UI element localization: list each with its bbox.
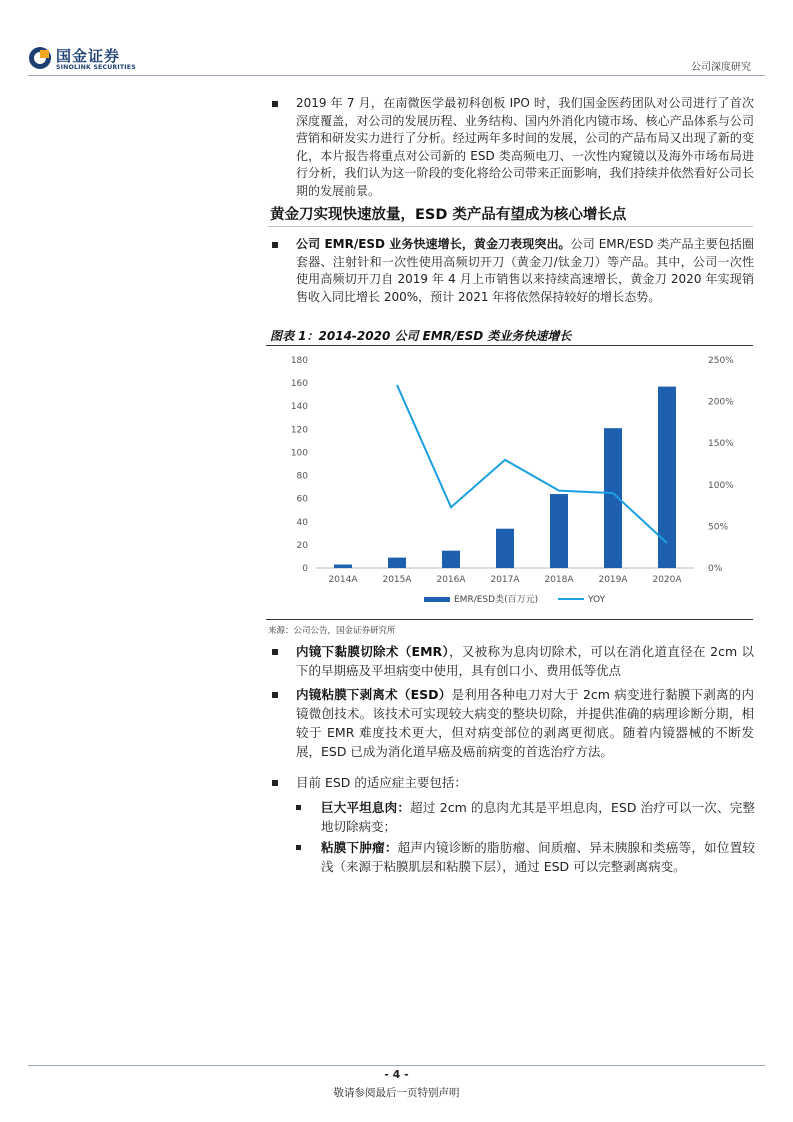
bar [658,387,676,568]
left-axis-tick-label: 180 [290,356,308,366]
left-axis-tick-label: 140 [290,402,308,413]
footer-disclaimer: 敬请参阅最后一页特别声明 [333,1087,460,1099]
x-axis-tick-label: 2019A [598,575,628,585]
sub-bullet-icon [296,845,301,850]
bullet-icon [272,692,278,698]
yoy-line [397,385,667,543]
x-axis-tick-label: 2018A [544,575,574,585]
esd-definition-text: 是利用各种电刀对大于 2cm 病变进行黏膜下剥离的内镜微创技术。该技术可实现较大病变的整块切除，并提供准确的病理诊断分期，相较于 EMR 难度技术更大，但对病变部位的剥离更彻底。随着内镜器械的不断发展，ESD 已成为消化道早癌及癌前病变的首选治疗方法。 [296,687,755,759]
x-axis-tick-label: 2017A [490,575,520,585]
logo-name-en: SINOLINK SECURITIES [56,64,136,71]
x-axis-tick-label: 2020A [652,575,682,585]
indication-text: 超过 2cm 的息肉尤其是平坦息肉，ESD 治疗可以一次、完整地切除病变； [321,800,755,834]
legend-label: YOY [588,595,606,605]
right-axis-tick-label: 100% [708,480,734,491]
bar [442,551,460,568]
legend-label: EMR/ESD类(百万元) [454,595,539,605]
left-axis-tick-label: 100 [290,448,308,459]
left-axis-tick-label: 0 [302,564,308,574]
figure-bottom-rule [266,619,753,620]
indication-lead: 粘膜下肿瘤： [321,840,398,855]
report-type: 公司深度研究 [691,62,751,73]
right-axis-tick-label: 250% [708,356,734,366]
emr-esd-paragraph [296,236,754,306]
figure-source: 来源：公司公告，国金证券研究所 [268,626,396,636]
footer-divider [28,1065,765,1066]
left-axis-tick-label: 60 [296,494,308,505]
esd-definition-lead: 内镜粘膜下剥离术（ESD） [296,687,452,702]
x-axis-tick-label: 2016A [436,575,466,585]
right-axis-tick-label: 150% [708,439,734,450]
logo-name-cn: 国金证券 [56,47,121,65]
indication-lead: 巨大平坦息肉： [321,800,411,815]
sub-bullet-icon [296,805,301,810]
bullet-icon [272,649,278,655]
bar [550,494,568,568]
emr-definition-lead: 内镜下黏膜切除术（EMR） [296,644,450,659]
left-axis-tick-label: 40 [296,517,308,528]
sinolink-logo-icon [28,46,52,70]
emr-esd-chart [266,348,753,618]
right-axis-tick-label: 200% [708,397,734,408]
indication-item [321,798,755,836]
emr-esd-text: 公司 EMR/ESD 类产品主要包括圈套器、注射针和一次性使用高频切开刀（黄金刀/钛金刀）等产品。其中，公司一次性使用高频切开刀自 2019 年 4 月上市销售以来持续高速增长，黄金刀 2020 年实现销售收入同比增长 200%，预计 2021 年将依然保持较好的增长态势。 [296,237,754,304]
bar [496,529,514,568]
x-axis-tick-label: 2015A [382,575,412,585]
esd-definition [296,685,754,761]
indications-intro: 目前 ESD 的适应症主要包括： [296,775,467,790]
right-axis-tick-label: 0% [708,564,723,574]
indication-item [321,838,755,876]
figure-top-rule [266,345,753,346]
page-number: - 4 - [384,1068,409,1081]
intro-paragraph: 2019 年 7 月，在南微医学最初科创板 IPO 时，我们国金医药团队对公司进行了首次深度覆盖，对公司的发展历程、业务结构、国内外消化内镜市场、核心产品体系与公司营销和研发实力进行了分析。经过两年多时间的发展，公司的产品布局又出现了新的变化，本片报告将重点对公司新的 ESD 类高频电刀、一次性内窥镜以及海外市场布局进行分析，我们认为这一阶段的变化将给公司带来正面影响，我们持续并依然看好公司长期的发展前景。 [296,96,754,198]
bullet-icon [272,780,278,786]
emr-definition [296,642,754,680]
bullet-icon [272,242,278,248]
indication-text: 超声内镜诊断的脂肪瘤、间质瘤、异未胰腺和类癌等，如位置较浅（来源于粘膜肌层和粘膜下层），通过 ESD 可以完整剥离病变。 [321,840,755,874]
x-axis-tick-label: 2014A [328,575,358,585]
left-axis-tick-label: 80 [296,471,308,482]
emr-definition-text: ，又被称为息肉切除术，可以在消化道直径在 2cm 以下的早期癌及平坦病变中使用，具有创口小、费用低等优点 [296,644,755,678]
right-axis-tick-label: 50% [708,522,729,533]
left-axis-tick-label: 120 [290,425,308,436]
section-title: 黄金刀实现快速放量，ESD 类产品有望成为核心增长点 [270,207,627,223]
legend-swatch-bar [424,597,450,602]
sinolink-logo [28,44,148,74]
header-divider [28,75,765,76]
left-axis-tick-label: 20 [296,540,308,551]
bar [388,558,406,568]
emr-esd-lead: 公司 EMR/ESD 业务快速增长，黄金刀表现突出。 [296,237,571,251]
figure-title: 图表 1：2014-2020 公司 EMR/ESD 类业务快速增长 [270,329,572,343]
left-axis-tick-label: 160 [290,379,308,390]
section-divider [268,226,753,227]
bar [334,565,352,568]
bullet-icon [272,101,278,107]
